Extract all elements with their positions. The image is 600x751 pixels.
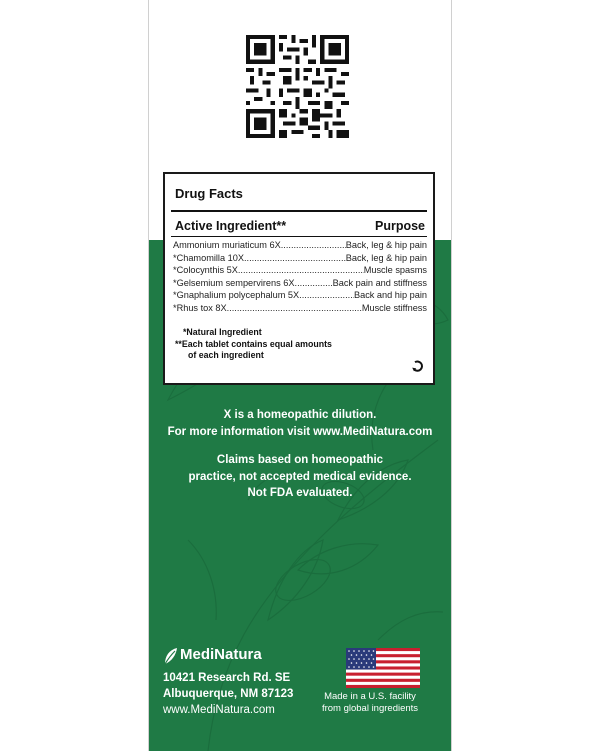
made-in-usa-statement (300, 691, 440, 715)
drug-facts-box (163, 172, 435, 385)
ingredient-name: *Chamomilla 10X (173, 252, 244, 263)
claims-line-3: Not FDA evaluated. (247, 487, 353, 499)
turn-arrow-icon (411, 359, 425, 373)
ingredient-name: *Gelsemium sempervirens 6X (173, 277, 295, 288)
purpose-header: Purpose (374, 219, 425, 233)
ingredient-purpose: Back and hip pain (353, 290, 427, 301)
ingredient-purpose: Back, leg & hip pain (345, 252, 427, 263)
claims-line-2: practice, not accepted medical evidence. (188, 470, 412, 483)
ingredient-notes (175, 327, 332, 362)
dot-leader (299, 289, 354, 302)
dilution-text: X is a homeopathic dilution. (223, 409, 377, 421)
drug-facts-rule-thin (171, 236, 427, 237)
natural-ingredient-note: *Natural Ingredient (183, 327, 262, 337)
ingredient-row (173, 289, 427, 302)
ingredient-row (173, 302, 427, 315)
made-in-line-1: Made in a U.S. facility (324, 691, 416, 702)
dot-leader (227, 302, 362, 315)
company-address (163, 670, 293, 718)
qr-code-icon[interactable] (246, 35, 349, 138)
company-name: MediNatura (180, 646, 262, 663)
ingredient-purpose: Back, leg & hip pain (345, 240, 427, 250)
equal-amounts-note: **Each tablet contains equal amounts (175, 338, 332, 349)
made-in-line-2: from global ingredients (321, 703, 419, 714)
ingredient-name: *Rhus tox 8X (173, 302, 227, 313)
more-info-text: For more information visit www.MediNatura.com (167, 425, 433, 438)
active-ingredient-header: Active Ingredient** (175, 219, 287, 233)
ingredient-row (173, 252, 427, 265)
homeopathic-info (148, 407, 452, 440)
equal-amounts-note-continued: of each ingredient (188, 350, 264, 360)
panel-edge-left (148, 0, 149, 751)
medinatura-logo (163, 645, 283, 667)
ingredient-purpose: Muscle stiffness (361, 302, 427, 313)
ingredient-row (173, 277, 427, 290)
dot-leader (295, 277, 333, 290)
claims-line-1: Claims based on homeopathic (216, 454, 384, 466)
panel-edge-right (451, 0, 452, 751)
dot-leader (281, 239, 346, 252)
ingredient-row (173, 239, 427, 252)
leaf-logo-icon (163, 647, 179, 665)
ingredient-purpose: Back pain and stiffness (332, 277, 427, 288)
dot-leader (238, 264, 364, 277)
ingredient-row (173, 264, 427, 277)
ingredient-name: *Gnaphalium polycephalum 5X (173, 290, 300, 301)
ingredient-list (173, 239, 427, 315)
claims-statement (148, 452, 452, 502)
dot-leader (244, 252, 346, 265)
drug-facts-rule-thick (171, 210, 427, 212)
ingredient-name: Ammonium muriaticum 6X (173, 240, 281, 250)
city-address: Albuquerque, NM 87123 (163, 688, 294, 700)
ingredient-purpose: Muscle spasms (363, 265, 427, 276)
us-flag-icon (346, 648, 420, 688)
street-address: 10421 Research Rd. SE (163, 672, 291, 684)
drug-facts-title: Drug Facts (175, 186, 243, 201)
ingredient-name: *Colocynthis 5X (173, 265, 238, 276)
company-website-link[interactable]: www.MediNatura.com (163, 704, 275, 716)
